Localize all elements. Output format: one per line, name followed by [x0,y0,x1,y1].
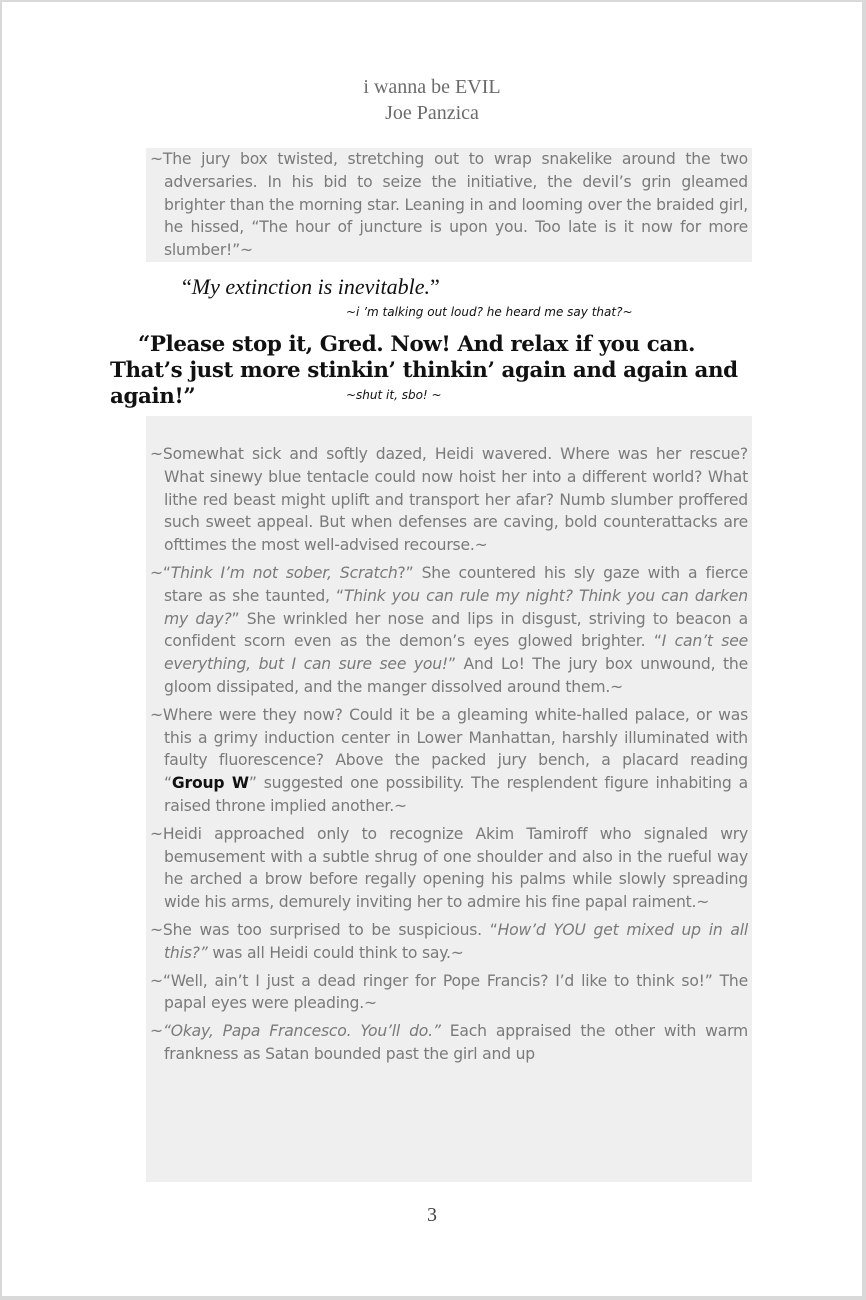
italic-run: Think you can rule my night? Think you can darken my day? [164,586,748,628]
inner-thought-aside: ~shut it, sbo! ~ [346,388,442,402]
placard-text: Group W [171,774,249,793]
narrative-paragraph: ~Heidi approached only to recognize Akim Tamiroff who signaled wry bemusement with a subtle shrug of one shoulder and also in the rueful way he arched a brow before regally opening his palms while slowly spreading wide his arms, demurely inviting her to admire his fine papal raiment.~ [150,824,748,912]
narrative-paragraph: ~“Well, ain’t I just a dead ringer for Pope Francis? I’d like to think so!” The papal eyes were pleading.~ [150,971,748,1013]
text-run: ” And Lo! The jury box unwound, the gloom dissipated, and the manger dissolved around them.~ [164,655,749,696]
narrative-paragraph [150,1020,748,1066]
quote-open: “ [182,274,192,299]
narrative-paragraph: ~Somewhat sick and softly dazed, Heidi wavered. Where was her rescue? What sinewy blue tentacle could now hoist her into a different world? What lithe red beast might uplift and transport her afar? Numb slumber proffered such sweet appeal. But when defenses are caving, bold counterattacks are ofttimes the most well-advised recourse.~ [150,445,748,555]
text-run: ~“ [150,563,171,582]
text-run: was all Heidi could think to say.~ [207,943,464,962]
inner-thought-aside: ~i ’m talking out loud? he heard me say that?~ [346,305,633,319]
italic-dialogue-quote [182,274,440,300]
italic-run: ~“Okay, Papa Francesco. You’ll do.” [150,1022,441,1041]
text-run: ” suggested one possibility. The resplendent figure inhabiting a raised throne implied another.~ [164,774,748,815]
shaded-narrative-box [146,148,752,262]
narrative-paragraph [150,919,748,965]
narrative-paragraph: ~The jury box twisted, stretching out to wrap snakelike around the two adversaries. In his bid to seize the initiative, the devil’s grin gleamed brighter than the morning star. Leaning in and looming over the braided girl, he hissed, “The hour of juncture is upon you. Too late is it now for more slumber!”~ [150,150,748,260]
quote-text: My extinction is inevitable. [191,274,431,299]
italic-run: Think I’m not sober, Scratch [170,563,398,582]
running-title: i wanna be EVIL [363,76,501,98]
page-number: 3 [427,1204,437,1226]
running-author: Joe Panzica [385,102,479,124]
narrative-paragraph [150,562,748,699]
text-run: Each appraised the other with warm frankness as Satan bounded past the girl and up [164,1022,748,1063]
bold-dialogue-quote: “Please stop it, Gred. Now! And relax if you can. That’s just more stinkin’ thinkin’ again and again and again!” [110,332,738,409]
italic-run: How’d YOU get mixed up in all this?” [164,920,748,962]
quote-close: ” [430,274,440,299]
text-run: ” She wrinkled her nose and lips in disgust, striving to beacon a confident scorn even as the demon’s eyes glowed brighter. “ [164,609,748,651]
italic-run: I can’t see everything, but I can sure see you! [164,632,748,674]
text-run: ~Where were they now? Could it be a gleaming white-halled palace, or was this a grimy induction center in Lower Manhattan, harshly illuminated with faulty fluorescence? Above the packed jury bench, a placard reading “ [150,705,748,793]
narrative-paragraph [150,704,748,818]
shaded-narrative-box [146,416,752,1182]
text-run: ~She was too surprised to be suspicious. “ [150,920,498,939]
document-page [2,2,862,1296]
text-run: ?” She countered his sly gaze with a fierce stare as she taunted, “ [164,563,748,605]
